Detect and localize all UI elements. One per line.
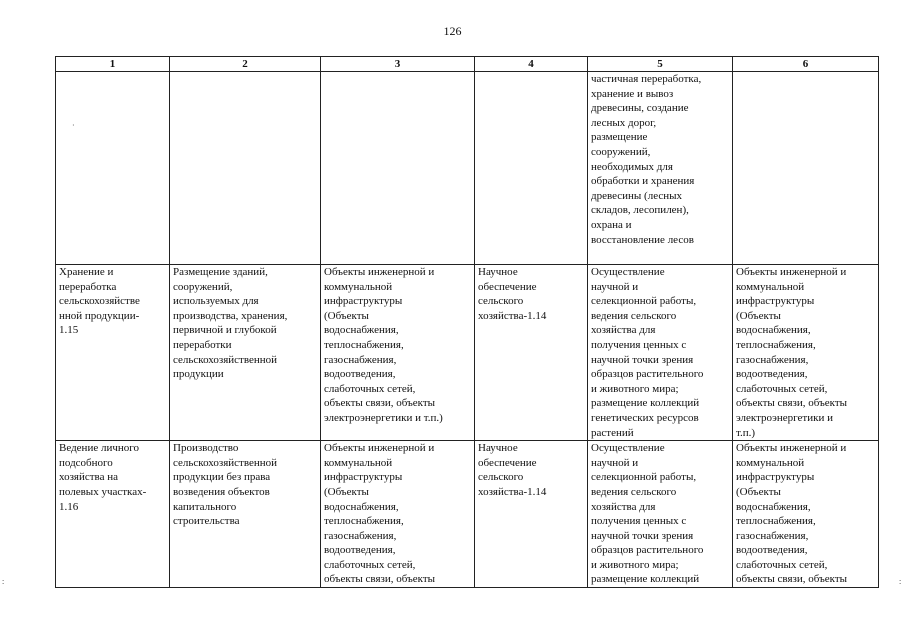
scan-dot-mark: · [72, 121, 75, 130]
table-cell [733, 441, 879, 588]
table-header-row [56, 57, 879, 72]
table-row [56, 72, 879, 265]
table-cell [475, 441, 588, 588]
table-cell [56, 441, 170, 588]
column-header: 6 [733, 57, 879, 72]
column-header: 1 [56, 57, 170, 72]
table-cell [170, 441, 321, 588]
table-cell [321, 72, 475, 265]
table-cell [321, 265, 475, 441]
table-cell [588, 441, 733, 588]
table-cell [475, 265, 588, 441]
cell-text: Хранение и переработка сельскохозяйстве нной продукции- 1.15 [59, 266, 140, 337]
cell-text: Ведение личного подсобного хозяйства на полевых участках- 1.16 [59, 442, 147, 513]
cell-text: Научное обеспечение сельского хозяйства-1.14 [478, 442, 547, 498]
cell-text: Научное обеспечение сельского хозяйства-1.14 [478, 266, 547, 322]
cell-text: Осуществление научной и селекционной работы, ведения сельского хозяйства для получения ценных с научной точки зрения образцов растительного и животного мира; размещение коллекций генетических ресурсов растений [591, 266, 704, 439]
cell-text: Объекты инженерной и коммунальной инфраструктуры (Объекты водоснабжения, теплоснабжения, газоснабжения, водоотведения, слаботочных сетей, объекты связи, объекты электроэнергетики и т.п.) [324, 266, 443, 424]
cell-text: Объекты инженерной и коммунальной инфраструктуры (Объекты водоснабжения, теплоснабжения, газоснабжения, водоотведения, слаботочных сетей, объекты связи, объекты [736, 442, 848, 586]
cell-text: Объекты инженерной и коммунальной инфраструктуры (Объекты водоснабжения, теплоснабжения, газоснабжения, водоотведения, слаботочных сетей, объекты связи, объекты электроэнергетики и т.п.) [736, 266, 848, 439]
cell-text: Объекты инженерной и коммунальной инфраструктуры (Объекты водоснабжения, теплоснабжения, газоснабжения, водоотведения, слаботочных сетей, объекты связи, объекты [324, 442, 436, 586]
cell-text: Осуществление научной и селекционной работы, ведения сельского хозяйства для получения ценных с научной точки зрения образцов растительного и животного мира; размещение коллекций [591, 442, 704, 586]
table-cell [321, 441, 475, 588]
table-row [56, 265, 879, 441]
table-cell [733, 265, 879, 441]
table-cell [170, 72, 321, 265]
column-header: 2 [170, 57, 321, 72]
zoning-table [55, 56, 879, 588]
cell-text: частичная переработка, хранение и вывоз древесины, создание лесных дорог, размещение сооружений, необходимых для обработки и хранения древесины (лесных складов, лесопилен), охрана и восстановление лесов [591, 73, 702, 246]
scan-edge-mark-left: : [2, 577, 5, 586]
page-number: 126 [443, 24, 462, 38]
table-cell [56, 72, 170, 265]
column-header: 3 [321, 57, 475, 72]
column-header: 5 [588, 57, 733, 72]
table-cell [588, 72, 733, 265]
table-cell [475, 72, 588, 265]
table-cell [56, 265, 170, 441]
table-cell [588, 265, 733, 441]
table-cell [733, 72, 879, 265]
table-cell [170, 265, 321, 441]
scan-edge-mark-right: : [899, 577, 902, 586]
cell-text: Производство сельскохозяйственной продукции без права возведения объектов капитального строительства [173, 442, 278, 528]
column-header: 4 [475, 57, 588, 72]
table-row [56, 441, 879, 588]
cell-text: Размещение зданий, сооружений, используемых для производства, хранения, первичной и глубокой переработки сельскохозяйственной продукции [173, 266, 288, 381]
